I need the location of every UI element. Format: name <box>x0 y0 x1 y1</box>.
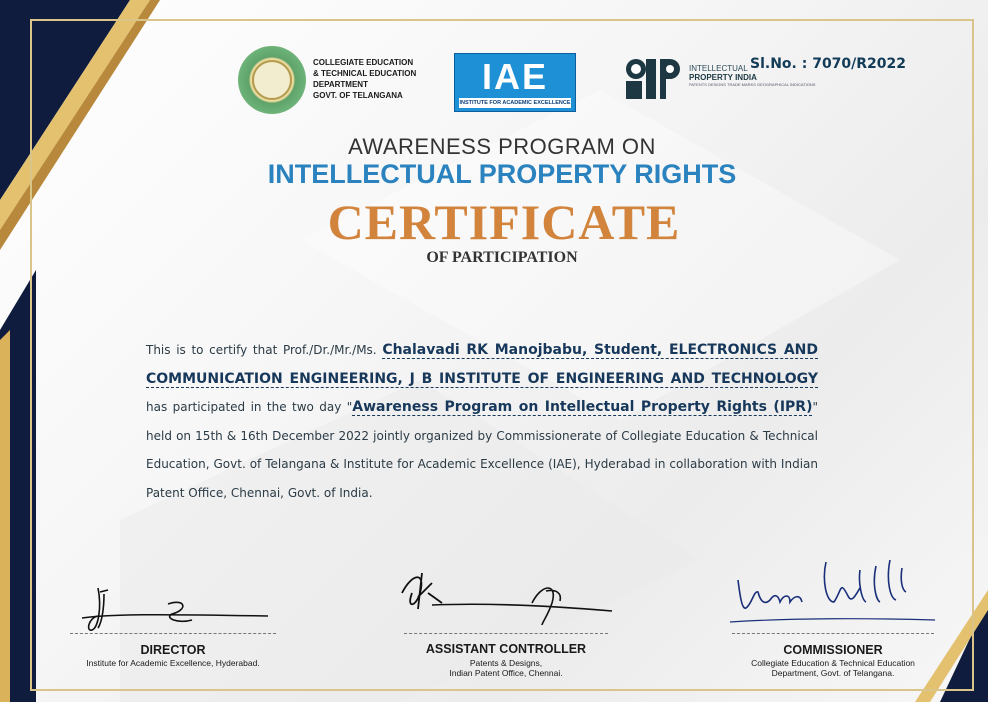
commissioner-subtitle <box>718 658 948 678</box>
department-line: GOVT. OF TELANGANA <box>313 91 403 100</box>
iae-logo <box>454 53 576 112</box>
title-ipr: INTELLECTUAL PROPERTY RIGHTS <box>267 159 737 189</box>
commissioner-sub-line2: Department, Govt. of Telangana. <box>771 668 895 678</box>
ip-india-line1: INTELLECTUAL <box>689 64 748 73</box>
director-sub-line: Institute for Academic Excellence, Hyderabad. <box>86 658 260 668</box>
participant-name: Chalavadi RK Manojbabu, Student, ELECTRONICS AND COMMUNICATION ENGINEERING, J B INSTITUTE OF ENGINEERING AND TECHNOLOGY <box>146 342 818 387</box>
department-line: DEPARTMENT <box>313 80 368 89</box>
serial-number: Sl.No. : 7070/R2022 <box>750 56 907 72</box>
commissioner-sub-line1: Collegiate Education & Technical Education <box>751 658 915 668</box>
program-name: Awareness Program on Intellectual Property Rights (IPR) <box>352 399 813 415</box>
telangana-emblem-logo <box>238 46 306 114</box>
iae-logo-subtitle: INSTITUTE FOR ACADEMIC EXCELLENCE <box>459 100 571 106</box>
iae-logo-text: IAE <box>481 56 548 97</box>
ip-india-line2: PROPERTY INDIA <box>689 73 757 82</box>
department-line: & TECHNICAL EDUCATION <box>313 69 417 78</box>
title-of-participation: OF PARTICIPATION <box>426 249 578 266</box>
commissioner-signature-line <box>732 633 934 634</box>
director-title: DIRECTOR <box>140 643 206 657</box>
body-prefix: This is to certify that Prof./Dr./Mr./Ms. <box>146 343 377 357</box>
certificate-body <box>146 336 818 507</box>
ip-india-logo-mark <box>624 55 682 101</box>
director-signature <box>68 578 288 633</box>
body-mid: has participated in the two day " <box>146 400 353 414</box>
department-line: COLLEGIATE EDUCATION <box>313 58 414 67</box>
commissioner-title: COMMISSIONER <box>783 643 883 657</box>
assistant-sub-line2: Indian Patent Office, Chennai. <box>449 668 563 678</box>
director-signature-line <box>70 633 276 634</box>
assistant-controller-title: ASSISTANT CONTROLLER <box>425 642 587 656</box>
title-certificate: CERTIFICATE <box>327 194 681 250</box>
department-name <box>313 57 416 101</box>
emblem-center <box>252 60 292 100</box>
ip-india-tagline: PATENTS DESIGNS TRADE MARKS GEOGRAPHICAL INDICATIONS <box>689 82 816 87</box>
commissioner-signature <box>730 550 940 625</box>
assistant-controller-signature-line <box>404 633 608 634</box>
assistant-sub-line1: Patents & Designs, <box>469 658 543 668</box>
edge-gold-left <box>0 330 10 702</box>
assistant-controller-subtitle <box>390 658 622 678</box>
body-suffix: " held on 15th & 16th December 2022 jointly organized by Commissionerate of Collegiate Education & Technical Education, Govt. of Telangana & Institute for Academic Excellence (IAE), Hyderabad in collaboration with Indian Patent Office, Chennai, Govt. of India. <box>146 400 818 500</box>
assistant-controller-signature <box>392 563 622 628</box>
director-subtitle <box>60 658 286 668</box>
title-awareness-program: AWARENESS PROGRAM ON <box>348 134 656 159</box>
